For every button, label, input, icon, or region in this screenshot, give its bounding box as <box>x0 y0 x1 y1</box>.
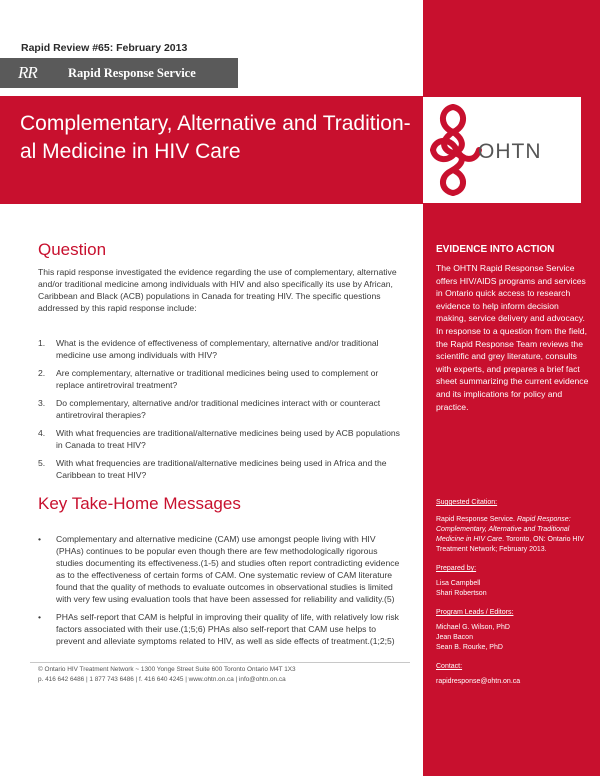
sidebar-column <box>423 0 600 776</box>
footer-contacts: p. 416 642 6486 | 1 877 743 6486 | f. 416 640 4245 | www.ohtn.on.ca | info@ohtn.on.ca <box>38 676 286 683</box>
list-item: 3. Do complementary, alternative and/or traditional medicines interact with or counteract antiretroviral therapies? <box>38 398 381 420</box>
ohtn-logo <box>423 97 581 203</box>
list-item: 2. Are complementary, alternative or traditional medicines being used to complement or replace antiretroviral treatment? <box>38 368 379 390</box>
program-leads-heading: Program Leads / Editors: <box>436 609 514 616</box>
citation-heading: Suggested Citation: <box>436 499 498 506</box>
question-list <box>38 337 403 487</box>
service-banner <box>0 58 238 88</box>
key-messages-heading: Key Take-Home Messages <box>38 494 241 513</box>
prepared-by-name: Lisa Campbell <box>436 580 481 587</box>
rr-logo-text: RR <box>18 63 37 82</box>
contact-heading: Contact: <box>436 663 463 670</box>
prepared-by-heading: Prepared by: <box>436 565 477 572</box>
list-item: 5. With what frequencies are traditional/alternative medicines being used in Africa and the Caribbean to treat HIV? <box>38 458 387 480</box>
ohtn-logo-text: OHTN <box>478 140 542 163</box>
footer <box>38 665 418 685</box>
bullet-icon: • <box>38 534 42 544</box>
citation-block <box>436 498 591 687</box>
citation-text: Rapid Response Service. Rapid Response: Complementary, Alternative and Traditional Medicine in HIV Care. Toronto, ON: Ontario HIV Treatment Network; February 2013. <box>436 516 585 553</box>
key-messages-list <box>38 533 403 653</box>
page-title: Complementary, Alternative and Tradition-al Medicine in HIV Care <box>20 112 411 163</box>
contact-email-link[interactable]: rapidresponse@ohtn.on.ca <box>436 678 521 685</box>
program-lead-name: Michael G. Wilson, PhD <box>436 624 510 631</box>
service-name: Rapid Response Service <box>68 66 196 80</box>
evidence-into-action-heading: EVIDENCE INTO ACTION <box>436 244 555 255</box>
title-banner <box>0 96 423 204</box>
footer-divider <box>30 662 410 663</box>
program-lead-name: Sean B. Rourke, PhD <box>436 644 503 651</box>
list-item: • Complementary and alternative medicine (CAM) use amongst people living with HIV (PHAs) continues to be popular even though there are few methodologically rigorous studies documenting its effectiveness.(1-5) and studies often report contradicting evidence as to the effectiveness of certain forms of CAM. One systematic review of CAM literature found that the quality of methods to evaluate outcomes in observational studies is limited with very few using evaluation tools that have been assessed for reliability and validity.(5) <box>38 534 400 604</box>
question-intro: This rapid response investigated the evidence regarding the use of complementary, alternative and/or traditional medicine among individuals with HIV and also specifically its use by African, Caribbean and Black (ACB) populations in Canada for treating HIV. The specific questions addressed by this rapid response include: <box>38 267 397 313</box>
list-item: 1. What is the evidence of effectiveness of complementary, alternative and/or traditional medicine use among individuals with HIV? <box>38 338 379 360</box>
prepared-by-name: Shari Robertson <box>436 590 487 597</box>
bullet-icon: • <box>38 612 42 622</box>
evidence-into-action-text: The OHTN Rapid Response Service offers HIV/AIDS programs and services in Ontario quick access to research evidence to help inform decision making, service delivery and advocacy. In response to a question from the field, the Rapid Response Team reviews the scientific and grey literature, consults with experts, and prepares a brief fact sheet summarizing the current evidence and its implications for policy and practice. <box>436 263 589 412</box>
review-label: Rapid Review #65: February 2013 <box>21 42 188 54</box>
list-item: • PHAs self-report that CAM is helpful in improving their quality of life, with relatively low risk factors associated with their use.(1;5;6) PHAs also self-report that CAM use helps to prevent and alleviate symptoms related to HIV, as well as side effects of treatment.(1;2;5) <box>38 612 399 646</box>
program-lead-name: Jean Bacon <box>436 634 473 641</box>
rr-logo <box>18 63 37 83</box>
footer-address: © Ontario HIV Treatment Network ~ 1300 Yonge Street Suite 600 Toronto Ontario M4T 1X3 <box>38 666 296 673</box>
question-heading: Question <box>38 240 107 259</box>
list-item: 4. With what frequencies are traditional/alternative medicines being used by ACB populations in Canada to treat HIV? <box>38 428 400 450</box>
